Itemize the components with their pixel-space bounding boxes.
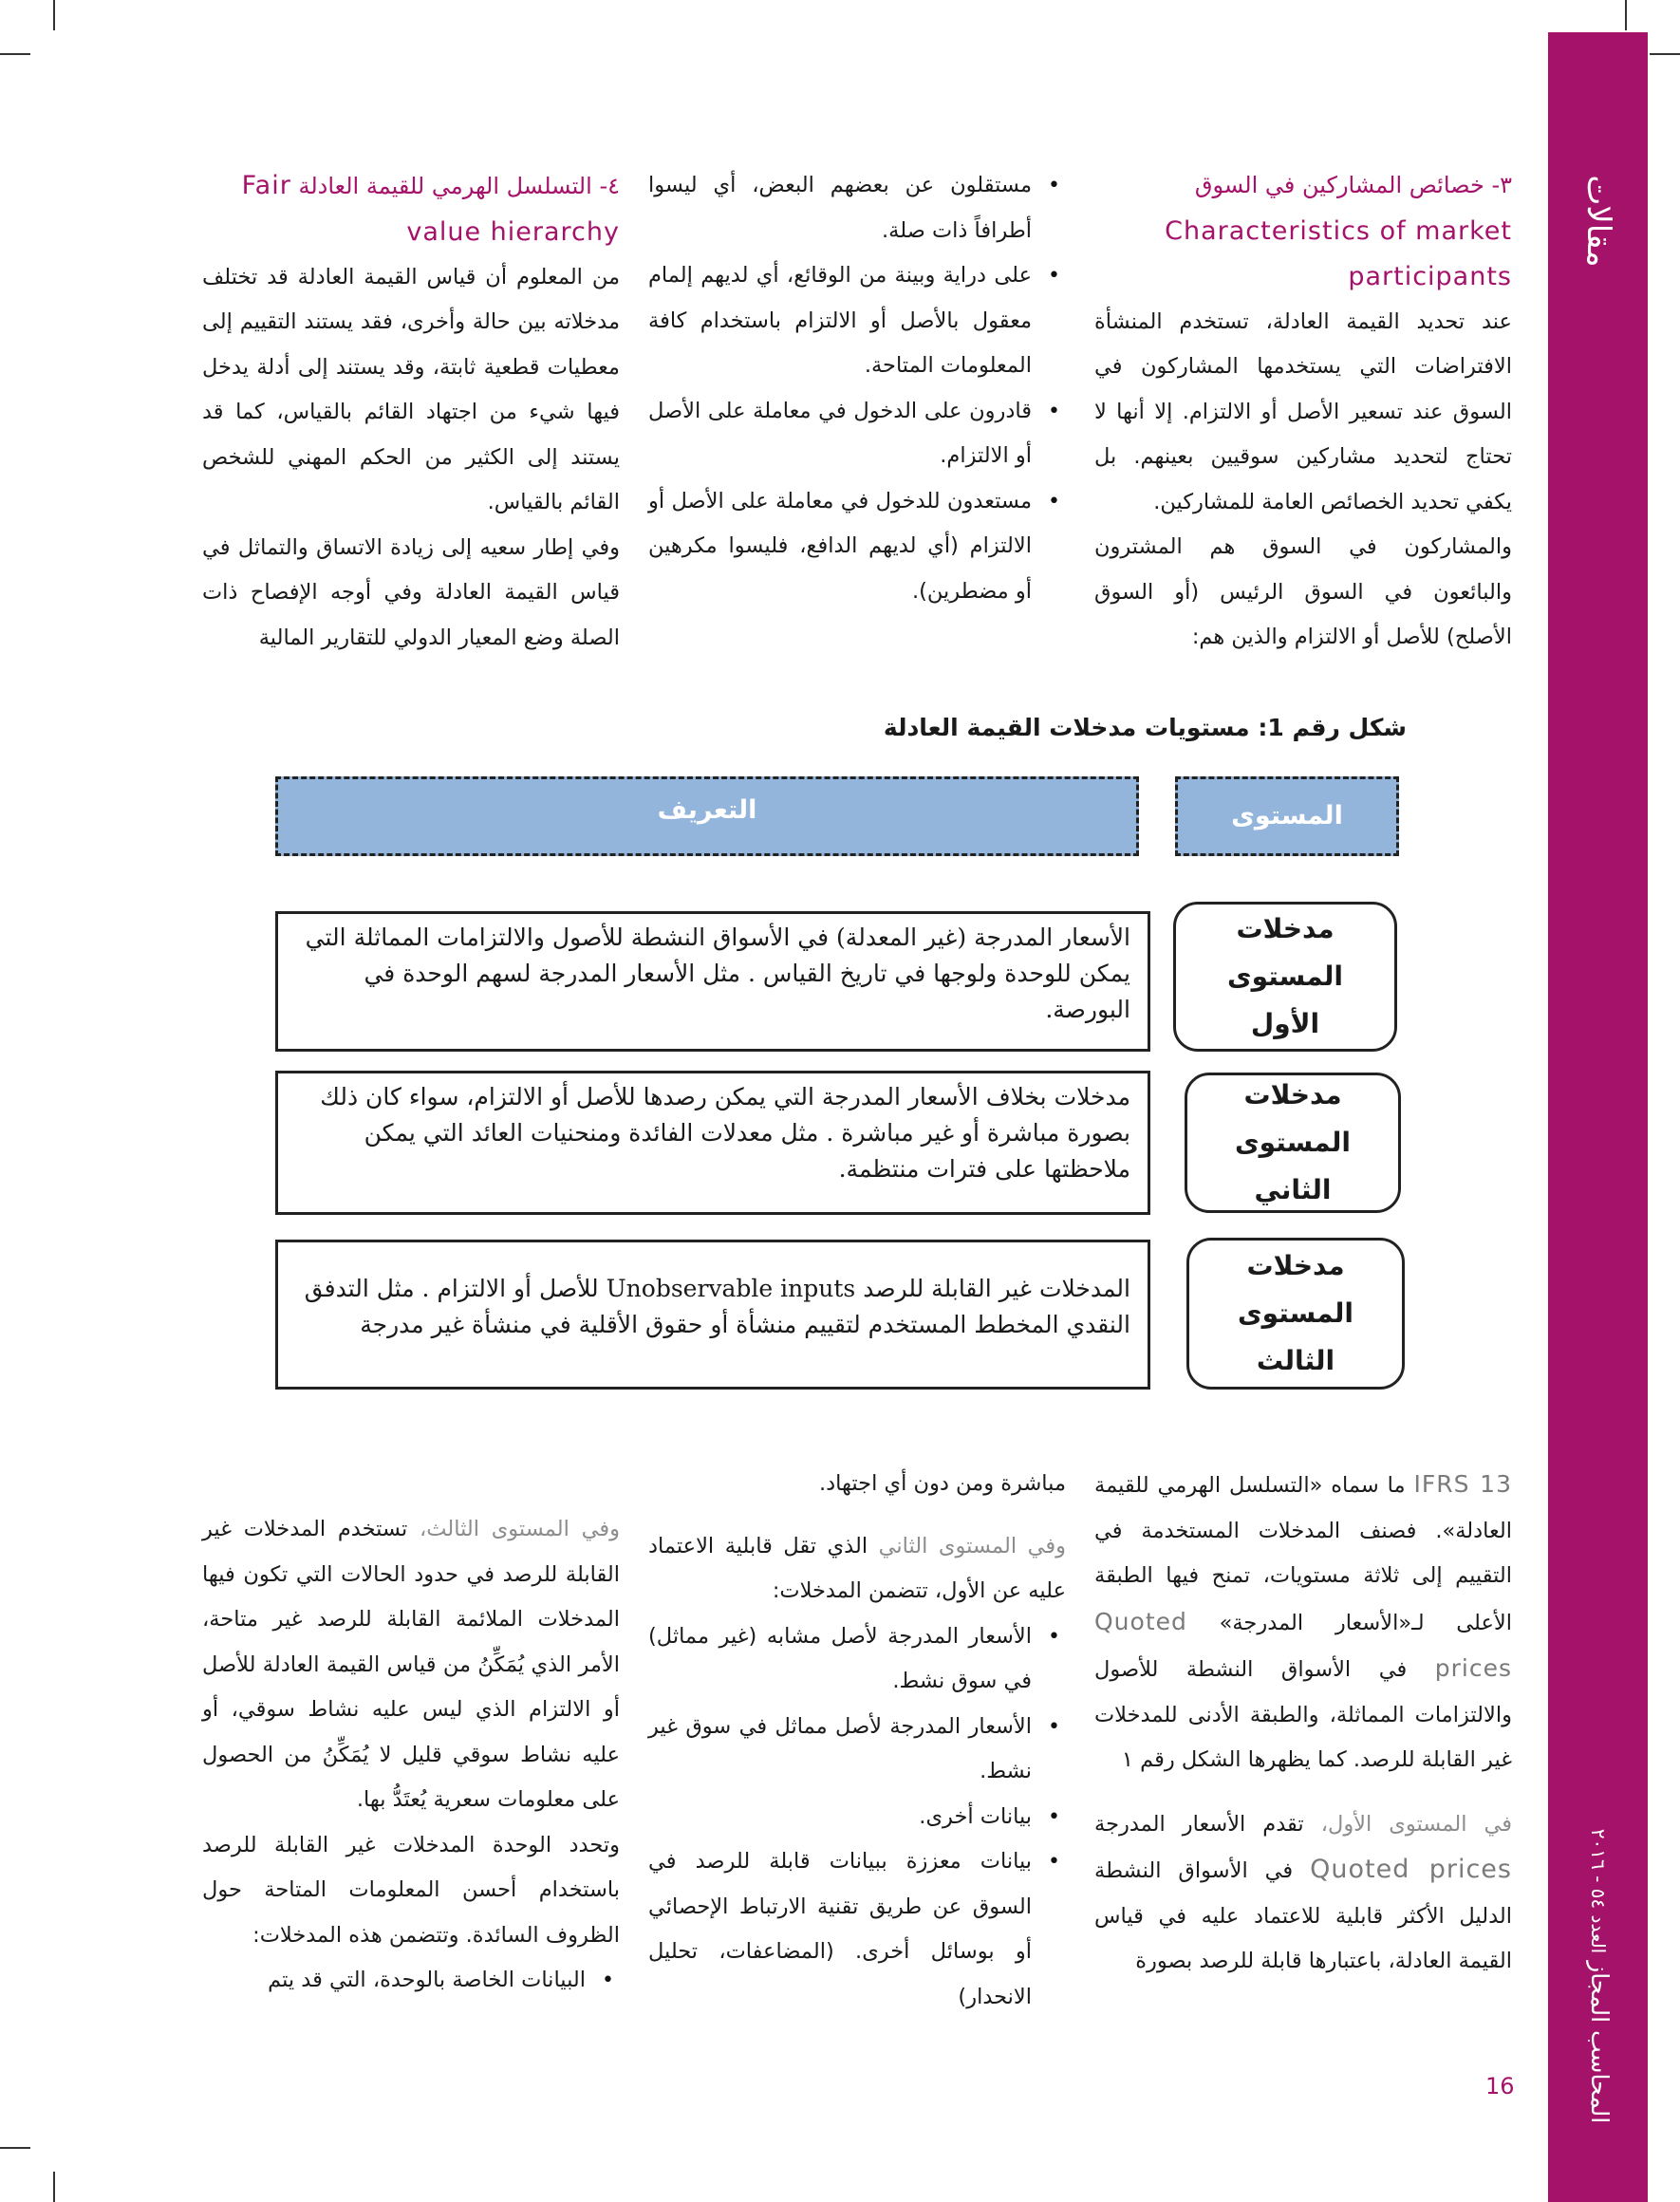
issue-label: العدد ٥٤ - ٢٠١٦	[1587, 1828, 1610, 1954]
text-run: تستخدم المدخلات غير القابلة للرصد في حدود الحالات التي تكون فيها المدخلات الملائمة القابلة للرصد غير متاحة، الأمر الذي يُمَكِّنُ من قياس القيمة العادلة للأصل أو الالتزام الذي ليس عليه نشاط سوقي، أو عليه نشاط سوقي قليل لا يُمَكِّنُ من الحصول على معلومات سعرية يُعتَدُّ بها.	[202, 1517, 620, 1812]
column-middle-top	[648, 163, 1066, 614]
heading-arabic: التسلسل الهرمي للقيمة العادلة	[298, 173, 592, 199]
level-3-label: مدخلات المستوى الثالث	[1186, 1238, 1405, 1390]
list-item: • بيانات أخرى.	[648, 1795, 1032, 1840]
paragraph: والمشاركون في السوق هم المشترون والبائعون في السوق الرئيس (أو السوق الأصلح) للأصل أو الالتزام والذين هم:	[1094, 534, 1512, 649]
section-heading-4	[202, 163, 620, 210]
text-run: في الأسواق النشطة الدليل الأكثر قابلية للاعتماد عليه في قياس القيمة العادلة، باعتبارها قابلة للرصد بصورة	[1094, 1858, 1512, 1973]
paragraph: وتحدد الوحدة المدخلات غير القابلة للرصد باستخدام أحسن المعلومات المتاحة حول الظروف السائدة. وتتضمن هذه المدخلات:	[202, 1832, 620, 1948]
heading-english: Fair	[241, 171, 291, 200]
magazine-name: المحاسب المجاز	[1586, 1961, 1614, 2124]
level-1-definition: الأسعار المدرجة (غير المعدلة) في الأسواق النشطة للأصول والالتزامات المماثلة التي يمكن للوحدة ولوجها في تاريخ القياس . مثل الأسعار المدرجة لسهم الوحدة في البورصة.	[275, 911, 1150, 1052]
list-item: • على دراية وبينة من الوقائع، أي لديهم إلمام معقول بالأصل أو الالتزام باستخدام كافة المعلومات المتاحة.	[648, 253, 1032, 389]
column-right-bottom	[1094, 1462, 1512, 1985]
header-level: المستوى	[1175, 776, 1399, 856]
list-item: • مستعدون للدخول في معاملة على الأصل أو الالتزام (أي لديهم الدافع، فليسوا مكرهين أو مضطرين).	[648, 479, 1032, 615]
text-run: الذي تقل قابلية الاعتماد عليه عن الأول، تتضمن المدخلات:	[648, 1533, 1066, 1603]
level-2-definition: مدخلات بخلاف الأسعار المدرجة التي يمكن رصدها للأصل أو الالتزام، سواء كان ذلك بصورة مباشرة أو غير مباشرة . مثل معدلات الفائدة ومنحنيات العائد التي يمكن ملاحظتها على فترات منتظمة.	[275, 1071, 1150, 1215]
list-item: • مستقلون عن بعضهم البعض، أي ليسوا أطرافاً ذات صلة.	[648, 163, 1032, 253]
term-english: Quoted prices	[1310, 1855, 1512, 1884]
list-item: • بيانات معززة ببيانات قابلة للرصد في السوق عن طريق تقنية الارتباط الإحصائي أو بوسائل أخرى. (المضاعفات، تحليل الانحدار)	[648, 1839, 1032, 2020]
level-1-label: مدخلات المستوى الأول	[1173, 902, 1397, 1052]
list-item: • قادرون على الدخول في معاملة على الأصل أو الالتزام.	[648, 389, 1032, 479]
paragraph	[202, 1507, 620, 1823]
crop-mark	[1625, 0, 1627, 30]
text-run: تقدم الأسعار المدرجة	[1094, 1811, 1304, 1837]
term-english: Quoted prices	[1094, 1607, 1512, 1682]
paragraph	[1094, 1462, 1512, 1783]
paragraph: مباشرة ومن دون أي اجتهاد.	[818, 1471, 1066, 1496]
crop-mark	[53, 2172, 55, 2202]
column-left-top	[202, 163, 620, 661]
lead-phrase: وفي المستوى الثاني	[878, 1533, 1066, 1558]
column-right-top	[1094, 163, 1512, 661]
level-3-list	[202, 1958, 620, 2004]
participant-list	[648, 163, 1066, 614]
figure-title: شكل رقم 1: مستويات مدخلات القيمة العادلة	[883, 714, 1407, 741]
heading-english: Characteristics of market participants	[1165, 215, 1512, 291]
column-left-bottom	[202, 1507, 620, 2004]
text-run: في الأسواق النشطة للأصول والالتزامات المماثلة، والطبقة الأدنى للمدخلات غير القابلة للرصد. كما يظهرها الشكل رقم ١	[1094, 1657, 1512, 1772]
list-item: • البيانات الخاصة بالوحدة، التي قد يتم	[202, 1958, 586, 2004]
paragraph: عند تحديد القيمة العادلة، تستخدم المنشأة الافتراضات التي يستخدمها المشاركون في السوق عند تسعير الأصل أو الالتزام. إلا أنها لا تحتاج لتحديد مشاركين سوقيين بعينهم. بل يكفي تحديد الخصائص العامة للمشاركين.	[1094, 308, 1512, 514]
level-3-definition: المدخلات غير القابلة للرصد Unobservable inputs للأصل أو الالتزام . مثل التدفق النقدي المخطط المستخدم لتقييم منشأة أو حقوق الأقلية في منشأة غير مدرجة	[275, 1240, 1150, 1390]
sidebar-magazine-name	[1580, 1786, 1618, 2166]
crop-mark	[0, 2147, 30, 2149]
lead-phrase: في المستوى الأول،	[1320, 1811, 1512, 1837]
crop-mark	[0, 53, 30, 55]
heading-number: ٤-	[599, 173, 620, 199]
heading-english-cont: value hierarchy	[406, 216, 620, 247]
heading-arabic: خصائص المشاركين في السوق	[1194, 172, 1484, 198]
sidebar-section-label: مقالات	[1579, 175, 1617, 268]
paragraph: وفي إطار سعيه إلى زيادة الاتساق والتماثل في قياس القيمة العادلة وفي أوجه الإفصاح ذات الصلة وضع المعيار الدولي للتقارير المالية	[202, 534, 620, 650]
paragraph: من المعلوم أن قياس القيمة العادلة قد تختلف مدخلاته بين حالة وأخرى، فقد يستند التقييم إلى معطيات قطعية ثابتة، وقد يستند إلى أدلة يدخل فيها شيء من اجتهاد القائم بالقياس، كما قد يستند إلى الكثير من الحكم المهني للشخص القائم بالقياس.	[202, 264, 620, 514]
crop-mark	[53, 0, 55, 30]
text-run: ما سماه «التسلسل الهرمي للقيمة العادلة». فصنف المدخلات المستخدمة في التقييم إلى ثلاثة مستويات، تمنح فيها الطبقة الأعلى لـ«الأسعار المدرجة»	[1094, 1473, 1512, 1635]
header-definition: التعريف	[275, 776, 1139, 856]
page-number: 16	[1485, 2073, 1515, 2099]
level-2-label: مدخلات المستوى الثاني	[1185, 1073, 1401, 1213]
section-heading-3	[1094, 163, 1512, 209]
lead-phrase: وفي المستوى الثالث،	[420, 1517, 621, 1541]
crop-mark	[1650, 53, 1680, 55]
heading-number: ٣-	[1491, 172, 1512, 198]
paragraph	[1094, 1802, 1512, 1985]
standard-code: IFRS 13	[1413, 1470, 1512, 1498]
list-item: • الأسعار المدرجة لأصل مشابه (غير مماثل) في سوق نشط.	[648, 1614, 1032, 1705]
level-2-list	[648, 1614, 1066, 2021]
column-middle-bottom	[648, 1462, 1066, 2020]
list-item: • الأسعار المدرجة لأصل مماثل في سوق غير نشط.	[648, 1705, 1032, 1795]
paragraph	[648, 1524, 1066, 1614]
